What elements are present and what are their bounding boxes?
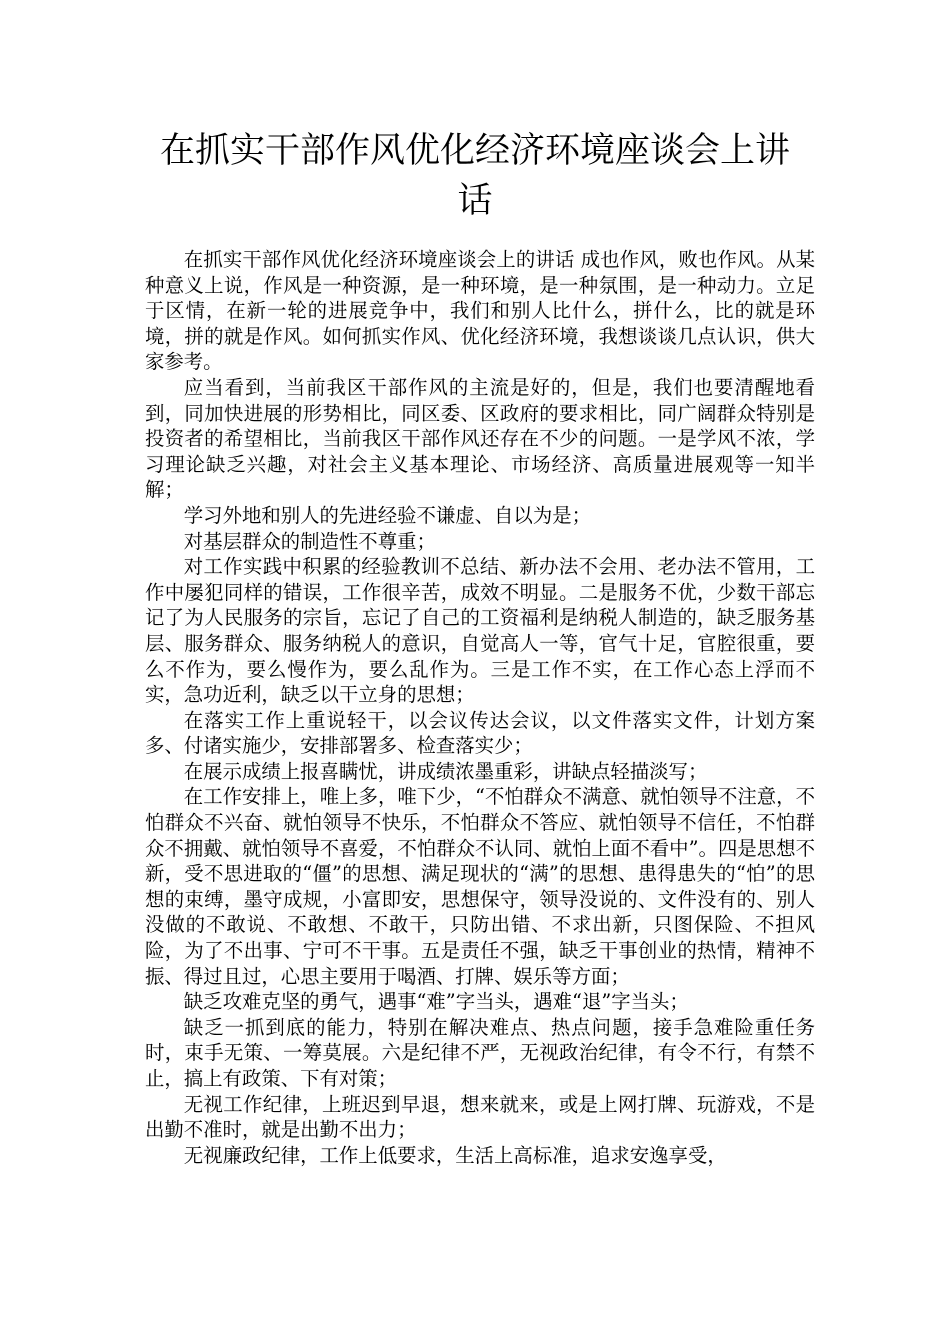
document-title: 在抓实干部作风优化经济环境座谈会上讲话 <box>159 131 790 221</box>
paragraph: 无视廉政纪律，工作上低要求，生活上高标准，追求安逸享受， <box>183 1143 727 1167</box>
paragraph: 缺乏一抓到底的能力，特别在解决难点、热点问题，接手急难险重任务时，束手无策、一筹莫展。六是纪律不严，无视政治纪律，有令不行，有禁不止，搞上有政策、下有对策； <box>145 1015 815 1090</box>
paragraph: 对基层群众的制造性不尊重； <box>183 529 436 553</box>
paragraph: 缺乏攻难克坚的勇气，遇事“难”字当头，遇难“退”字当头； <box>183 990 689 1014</box>
paragraph: 无视工作纪律，上班迟到早退，想来就来，或是上网打牌、玩游戏，不是出勤不准时，就是出勤不出力； <box>145 1092 815 1142</box>
paragraph: 学习外地和别人的先进经验不谦虚、自以为是； <box>183 503 591 527</box>
paragraph: 在落实工作上重说轻干，以会议传达会议，以文件落实文件，计划方案多、付诸实施少，安排部署多、检查落实少； <box>145 708 815 758</box>
paragraph: 应当看到，当前我区干部作风的主流是好的，但是，我们也要清醒地看到，同加快进展的形势相比，同区委、区政府的要求相比，同广阔群众特别是投资者的希望相比，当前我区干部作风还存在不少的问题。一是学风不浓，学习理论缺乏兴趣，对社会主义基本理论、市场经济、高质量进展观等一知半解； <box>145 375 815 502</box>
document-body <box>145 247 815 1168</box>
paragraph: 在抓实干部作风优化经济环境座谈会上的讲话 成也作风，败也作风。从某种意义上说，作风是一种资源，是一种环境，是一种氛围，是一种动力。立足于区情，在新一轮的进展竞争中，我们和别人比什么，拼什么，比的就是环境，拼的就是作风。如何抓实作风、优化经济环境，我想谈谈几点认识，供大家参考。 <box>145 248 815 374</box>
paragraph: 在工作安排上，唯上多，唯下少，“不怕群众不满意、就怕领导不注意，不怕群众不兴奋、就怕领导不快乐，不怕群众不答应、就怕领导不信任，不怕群众不拥戴、就怕领导不喜爱，不怕群众不认同、就怕上面不看中”。四是思想不新，受不思进取的“僵”的思想、满足现状的“满”的思想、患得患失的“怕”的思想的束缚，墨守成规，小富即安，思想保守，领导没说的、文件没有的、别人没做的不敢说、不敢想、不敢干，只防出错、不求出新，只图保险、不担风险，为了不出事、宁可不干事。五是责任不强，缺乏干事创业的热情，精神不振、得过且过，心思主要用于喝酒、打牌、娱乐等方面； <box>145 785 815 988</box>
paragraph: 对工作实践中积累的经验教训不总结、新办法不会用、老办法不管用，工作中屡犯同样的错误，工作很辛苦，成效不明显。二是服务不优，少数干部忘记了为人民服务的宗旨，忘记了自己的工资福利是纳税人制造的，缺乏服务基层、服务群众、服务纳税人的意识，自觉高人一等，官气十足，官腔很重，要么不作为，要么慢作为，要么乱作为。三是工作不实，在工作心态上浮而不实，急功近利，缺乏以干立身的思想； <box>145 555 815 707</box>
paragraph: 在展示成绩上报喜瞒忧，讲成绩浓墨重彩，讲缺点轻描淡写； <box>183 759 708 783</box>
